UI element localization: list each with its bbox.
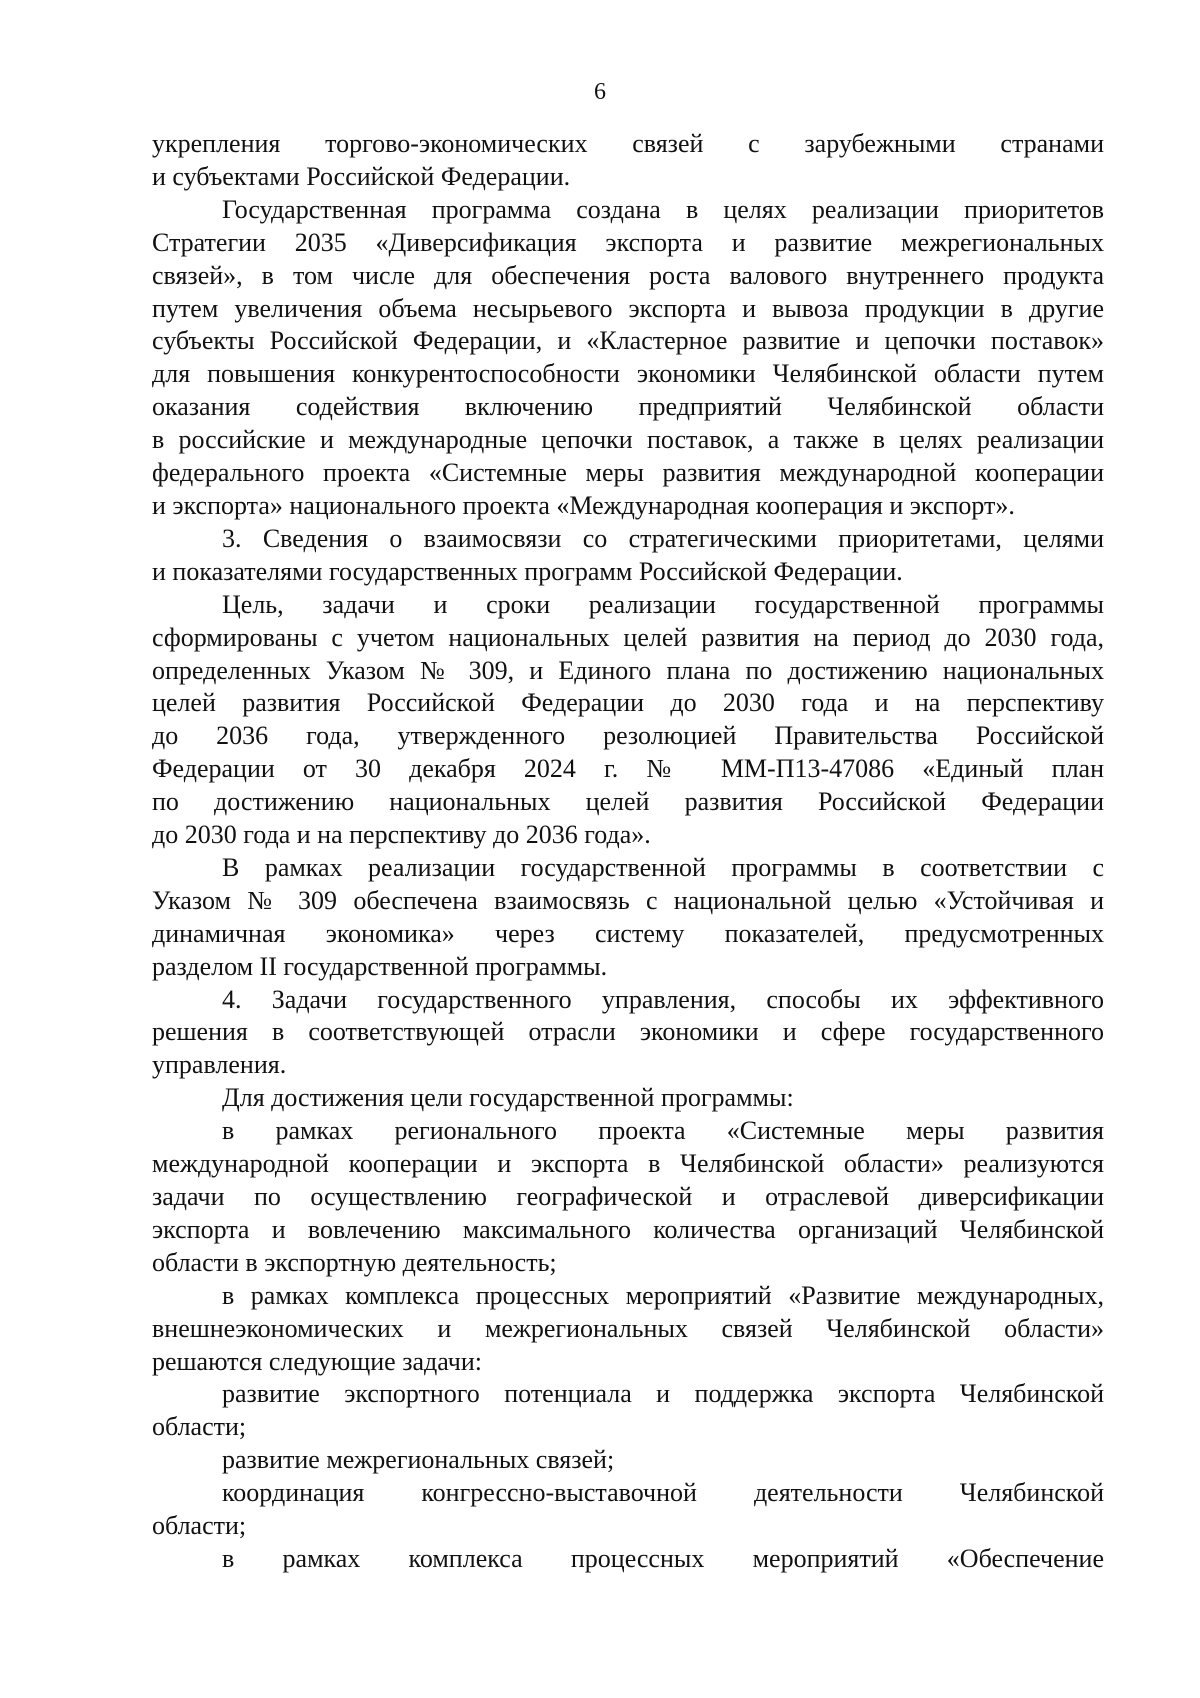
text-line: определенных Указом № 309, и Единого плана по достижению национальных: [152, 655, 1104, 685]
text-line: и субъектами Российской Федерации.: [152, 161, 571, 191]
text-line: Указом № 309 обеспечена взаимосвязь с национальной целью «Устойчивая и: [152, 885, 1104, 915]
text-line: экспорта и вовлечению максимального количества организаций Челябинской: [152, 1214, 1104, 1244]
paragraph: [152, 1378, 1104, 1444]
text-line: для повышения конкурентоспособности экономики Челябинской области путем: [152, 359, 1104, 389]
text-line: Стратегии 2035 «Диверсификация экспорта и развитие межрегиональных: [152, 227, 1104, 257]
text-line: динамичная экономика» через систему показателей, предусмотренных: [152, 918, 1104, 948]
text-line: путем увеличения объема несырьевого экспорта и вывоза продукции в другие: [152, 293, 1104, 323]
text-line: до 2030 года и на перспективу до 2036 года».: [152, 820, 651, 850]
text-line: области;: [152, 1511, 247, 1541]
text-line: разделом II государственной программы.: [152, 951, 608, 981]
text-line: 3. Сведения о взаимосвязи со стратегическими приоритетами, целями: [222, 523, 1104, 553]
text-line: решения в соответствующей отрасли экономики и сфере государственного: [152, 1017, 1104, 1047]
text-line: развитие межрегиональных связей;: [222, 1445, 615, 1475]
text-line: в российские и международные цепочки поставок, а также в целях реализации: [152, 425, 1104, 455]
text-line: федерального проекта «Системные меры развития международной кооперации: [152, 458, 1104, 488]
paragraph: [152, 128, 1104, 194]
text-line: решаются следующие задачи:: [152, 1346, 482, 1376]
text-line: сформированы с учетом национальных целей развития на период до 2030 года,: [152, 622, 1104, 652]
text-line: области в экспортную деятельность;: [152, 1247, 557, 1277]
paragraph: [152, 852, 1104, 984]
text-line: и показателями государственных программ Российской Федерации.: [152, 556, 903, 586]
text-line: Цель, задачи и сроки реализации государственной программы: [222, 589, 1104, 619]
text-line: и экспорта» национального проекта «Международная кооперация и экспорт».: [152, 490, 1015, 520]
text-line: связей», в том числе для обеспечения роста валового внутреннего продукта: [152, 260, 1104, 290]
paragraph: [152, 1115, 1104, 1280]
text-line: укрепления торгово-экономических связей с зарубежными странами: [152, 129, 1104, 158]
document-body: [152, 128, 1104, 1576]
paragraph: [152, 1477, 1104, 1543]
text-line: в рамках комплекса процессных мероприятий «Обеспечение: [222, 1543, 1104, 1573]
text-line: до 2036 года, утвержденного резолюцией Правительства Российской: [152, 721, 1104, 751]
text-line: Федерации от 30 декабря 2024 г. № ММ-П13-47086 «Единый план: [152, 754, 1104, 784]
paragraph: [152, 984, 1104, 1083]
text-line: координация конгрессно-выставочной деятельности Челябинской: [222, 1478, 1104, 1508]
text-line: субъекты Российской Федерации, и «Кластерное развитие и цепочки поставок»: [152, 326, 1104, 356]
text-line: управления.: [152, 1050, 287, 1080]
paragraph: [152, 1280, 1104, 1379]
text-line: Государственная программа создана в целях реализации приоритетов: [222, 194, 1104, 224]
page-number: 6: [594, 79, 606, 105]
text-line: В рамках реализации государственной программы в соответствии с: [222, 852, 1104, 882]
text-line: Для достижения цели государственной программы:: [222, 1083, 794, 1113]
text-line: внешнеэкономических и межрегиональных связей Челябинской области»: [152, 1313, 1104, 1343]
paragraph: [152, 1543, 1104, 1576]
paragraph: [152, 589, 1104, 852]
paragraph: [152, 1444, 1104, 1477]
text-line: по достижению национальных целей развития Российской Федерации: [152, 787, 1104, 817]
text-line: развитие экспортного потенциала и поддержка экспорта Челябинской: [222, 1379, 1104, 1409]
paragraph: [152, 1082, 1104, 1115]
text-line: в рамках регионального проекта «Системные меры развития: [222, 1116, 1104, 1146]
text-line: оказания содействия включению предприятий Челябинской области: [152, 392, 1104, 422]
text-line: задачи по осуществлению географической и отраслевой диверсификации: [152, 1182, 1104, 1211]
text-line: в рамках комплекса процессных мероприятий «Развитие международных,: [222, 1280, 1104, 1310]
paragraph: [152, 523, 1104, 589]
text-line: 4. Задачи государственного управления, способы их эффективного: [222, 984, 1104, 1014]
text-line: целей развития Российской Федерации до 2030 года и на перспективу: [152, 688, 1104, 718]
text-line: международной кооперации и экспорта в Челябинской области» реализуются: [152, 1149, 1104, 1179]
paragraph: [152, 194, 1104, 523]
text-line: области;: [152, 1412, 247, 1442]
